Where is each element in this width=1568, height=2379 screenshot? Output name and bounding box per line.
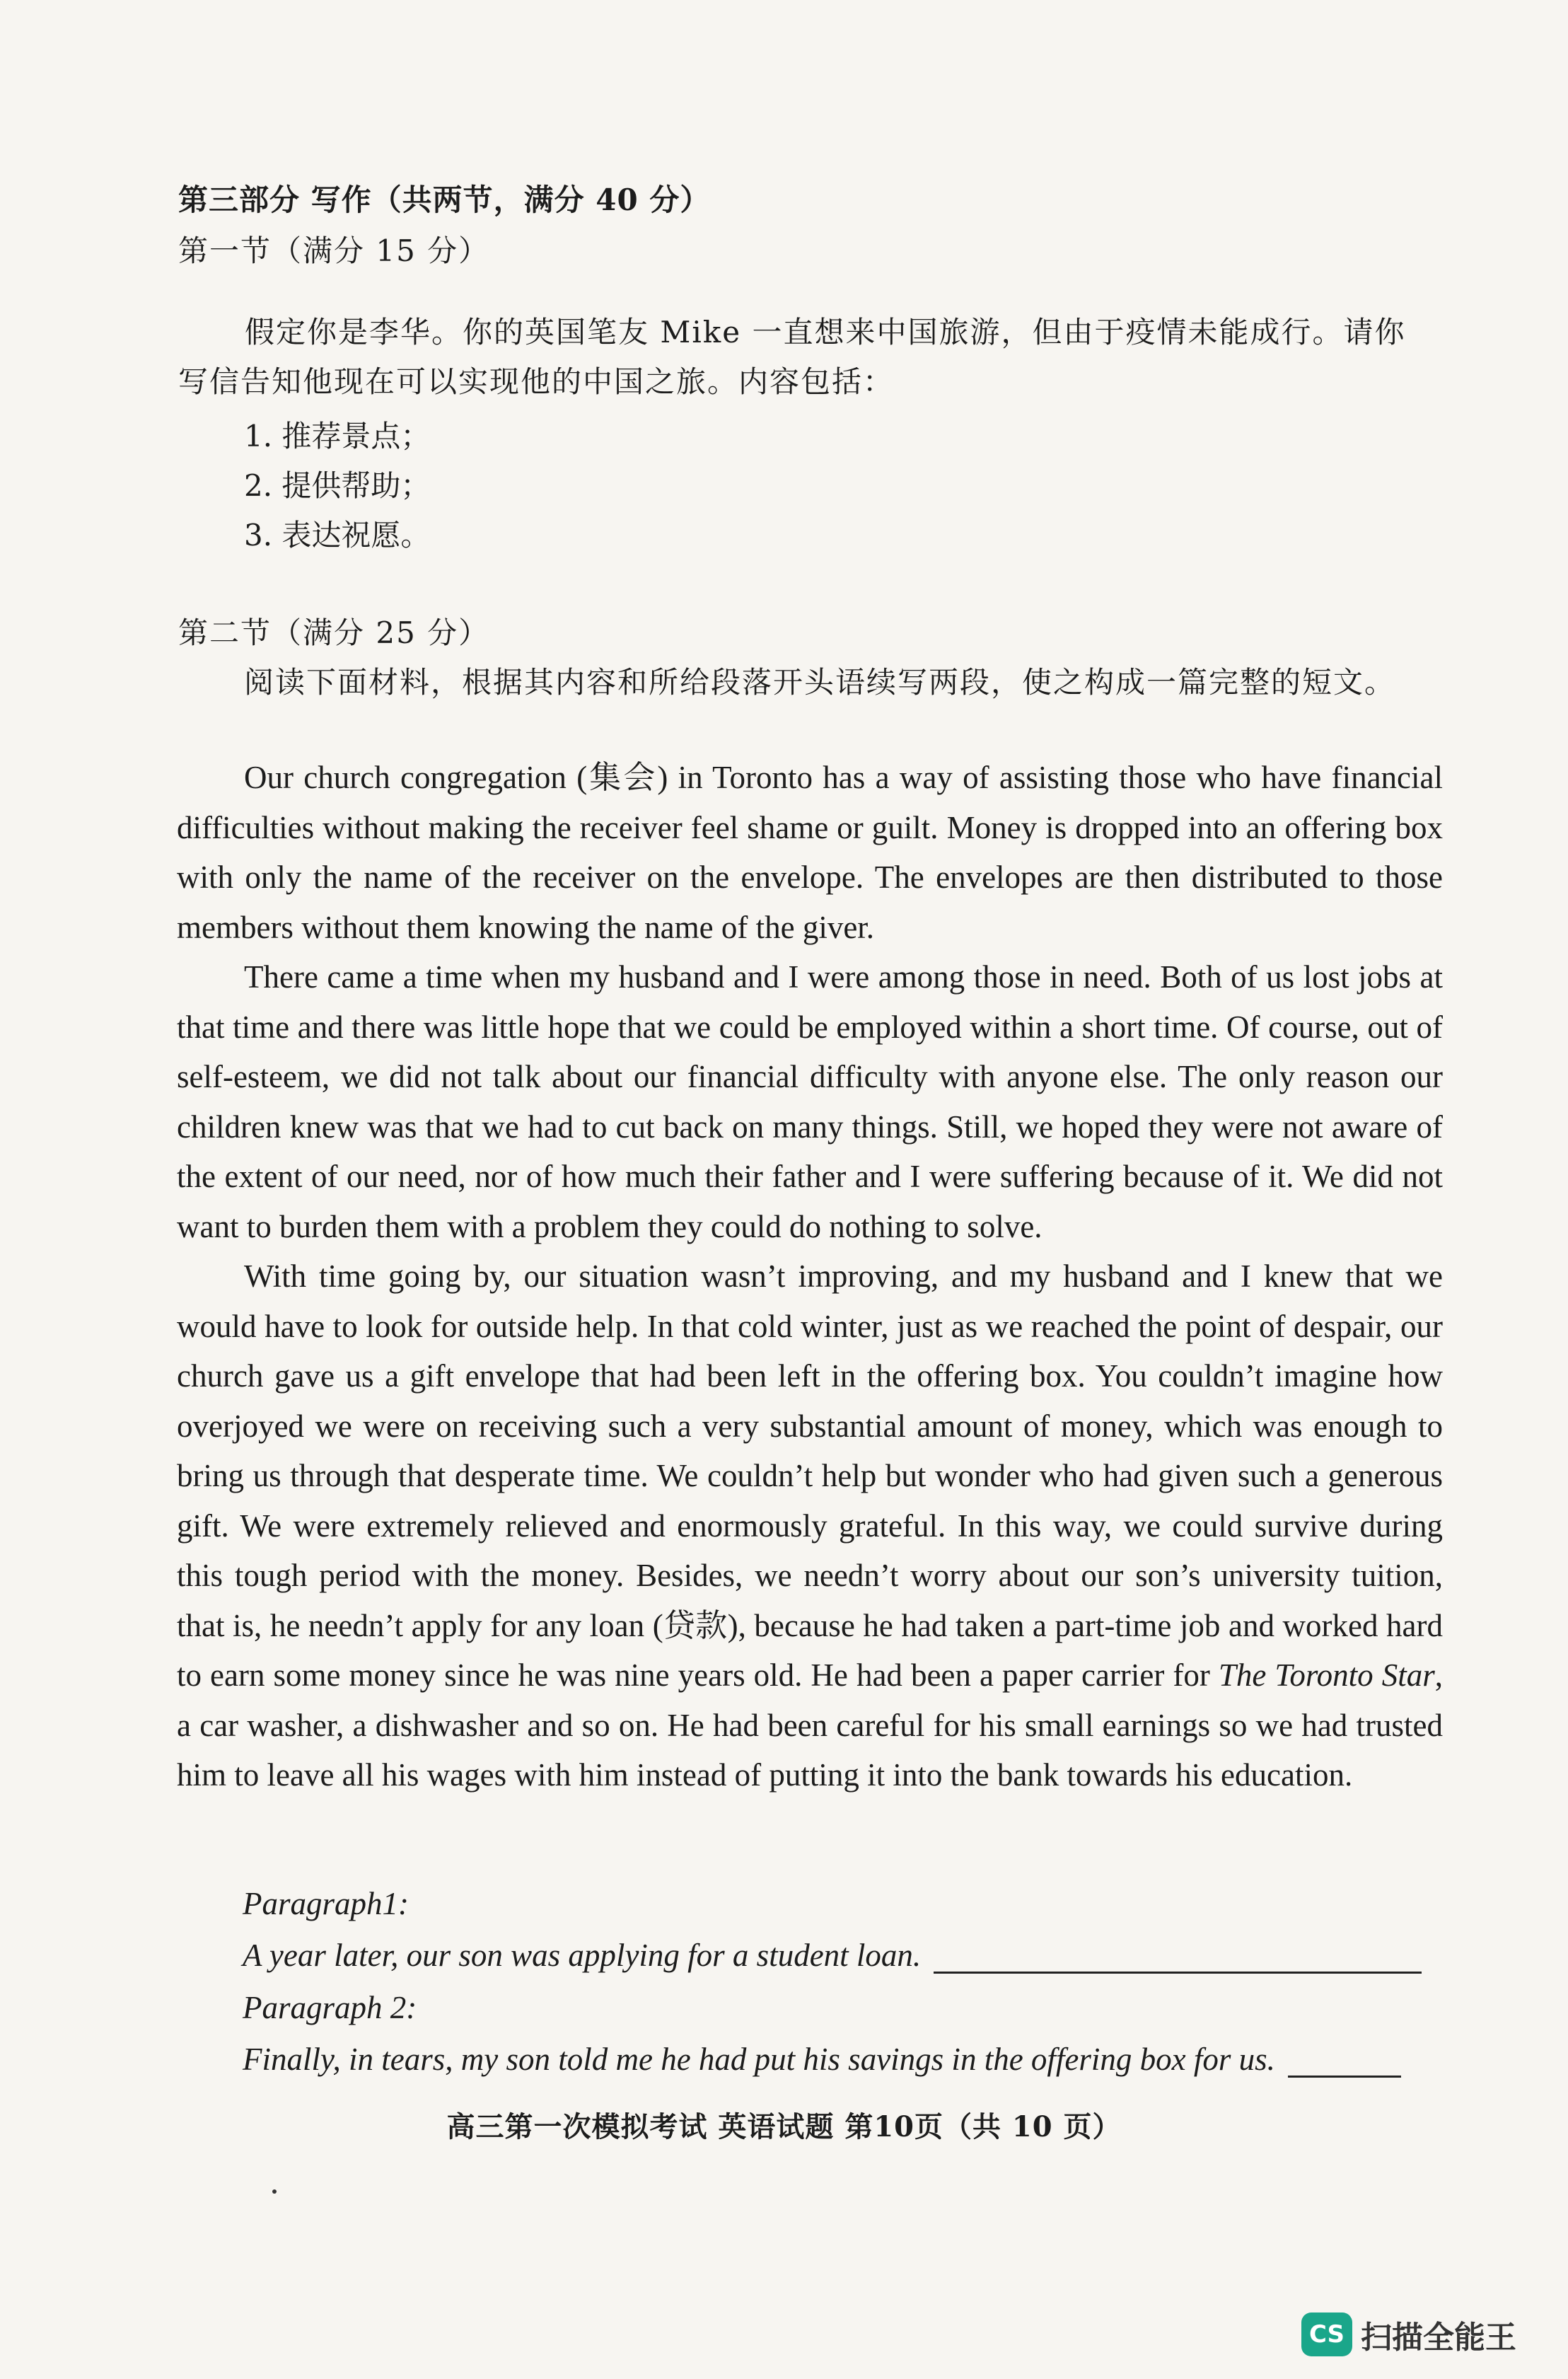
part2-heading: 第二节（满分 25 分） [178, 615, 490, 650]
reading-passage [177, 753, 1443, 1800]
list-item: 2. 提供帮助； [244, 468, 431, 503]
part1-requirements [244, 412, 430, 560]
section-title: 第三部分 写作（共两节，满分 40 分） [178, 183, 711, 217]
passage-text: With time going by, our situation wasn’t improving, and my husband and I knew that we would have to look for outside help. In that cold winter, just as we reached the point of despair, our church gave us a gift envelope that had been left in the offering box. You couldn’t imagine how overjoyed we were on receiving such a very substantial amount of money, which was enough to bring us through that desperate time. We couldn’t help but wonder who had given such a generous gift. We were extremely relieved and enormously grateful. In this way, we could survive during this tough period with the money. Besides, we needn’t worry about our son’s university tuition, that is, he needn’t apply for any loan (贷款), because he had taken a part-time job and worked hard to earn some money since he was nine years old. He had been a paper carrier for [177, 1258, 1443, 1693]
list-item: 3. 表达祝愿。 [244, 518, 431, 552]
paragraph2-prompt: Finally, in tears, my son told me he had put his savings in the offering box for us. [243, 2042, 1275, 2077]
paragraph1-label: Paragraph1: [243, 1886, 409, 1921]
scanner-watermark [1301, 2312, 1516, 2357]
passage-paragraph [177, 1251, 1443, 1800]
passage-paragraph: There came a time when my husband and I were among those in need. Both of us lost jobs at that time and there was little hope that we could be employed within a short time. Of course, out of self-esteem, we did not talk about our financial difficulty with anyone else. The only reason our children knew was that we had to cut back on many things. Still, we hoped they were not aware of the extent of our need, nor of how much their father and I were suffering because of it. We did not want to burden them with a problem they could do nothing to solve. [177, 959, 1443, 1244]
passage-text: , a car washer, a dishwasher and so on. He had been careful for his small earnings so we had trusted him to leave all his wages with him instead of putting it into the bank towards his education. [177, 1657, 1443, 1793]
watermark-text: 扫描全能王 [1361, 2320, 1516, 2356]
paragraph1-prompt: A year later, our son was applying for a student loan. [243, 1938, 922, 1973]
camscanner-logo-icon: CS [1301, 2313, 1352, 2356]
page-footer: 高三第一次模拟考试 英语试题 第10页（共 10 页） [446, 2110, 1122, 2143]
answer-blank[interactable] [1288, 2047, 1401, 2078]
passage-paragraph: Our church congregation (集会) in Toronto has a way of assisting those who have financial difficulties without making the receiver feel shame or guilt. Money is dropped into an offering box with only the name of the receiver on the envelope. The envelopes are then distributed to those members without them knowing the name of the giver. [177, 760, 1443, 945]
speck-mark [272, 2189, 277, 2194]
answer-blank[interactable] [934, 1943, 1422, 1974]
newspaper-title: The Toronto Star [1218, 1657, 1435, 1693]
list-item: 1. 推荐景点； [244, 419, 431, 453]
paragraph1-prompt-line [243, 1937, 1422, 1974]
part1-heading: 第一节（满分 15 分） [178, 233, 490, 268]
paragraph2-label: Paragraph 2: [243, 1990, 417, 2025]
part2-intro: 阅读下面材料，根据其内容和所给段落开头语续写两段，使之构成一篇完整的短文。 [244, 665, 1396, 700]
paragraph2-prompt-line [243, 2041, 1401, 2078]
part1-intro: 假定你是李华。你的英国笔友 Mike 一直想来中国旅游，但由于疫情未能成行。请你写信告知他现在可以实现他的中国之旅。内容包括： [178, 315, 1406, 399]
